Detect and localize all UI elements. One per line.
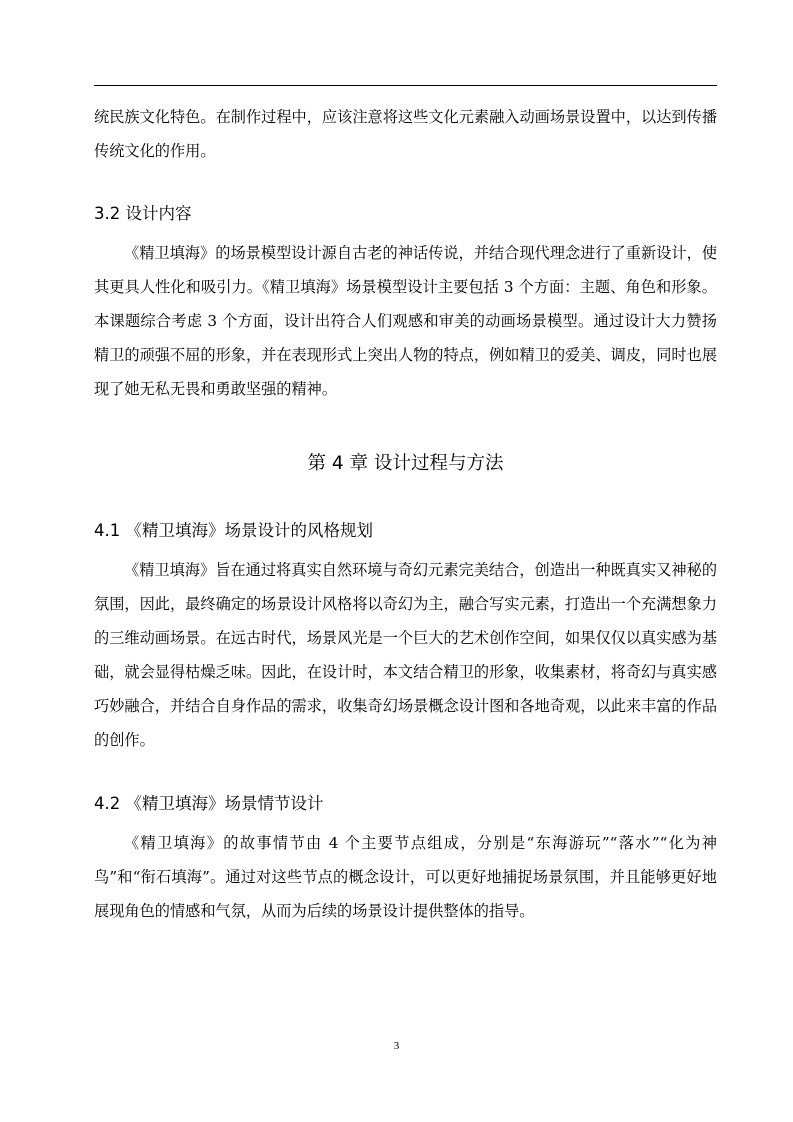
section-4-1-paragraph: 《精卫填海》旨在通过将真实自然环境与奇幻元素完美结合，创造出一种既真实又神秘的氛围，因此，最终确定的场景设计风格将以奇幻为主，融合写实元素，打造出一个充满想象力的三维动画场景。在远古时代，场景风光是一个巨大的艺术创作空间，如果仅仅以真实感为基础，就会显得枯燥乏味。因此，在设计时，本文结合精卫的形象，收集素材，将奇幻与真实感巧妙融合，并结合自身作品的需求，收集奇幻场景概念设计图和各地奇观，以此来丰富的作品的创作。 (94, 561, 717, 749)
section-4-2-paragraph: 《精卫填海》的故事情节由 4 个主要节点组成，分别是“东海游玩”“落水”“化为神鸟”和“衔石填海”。通过对这些节点的概念设计，可以更好地捕捉场景氛围，并且能够更好地展现角色的情感和气氛，从而为后续的场景设计提供整体的指导。 (94, 834, 717, 920)
header-rule (94, 85, 717, 86)
chapter-title: 第 4 章 设计过程与方法 (307, 453, 504, 474)
page-body (94, 100, 717, 928)
page-number: 3 (393, 1040, 400, 1052)
section-heading-4-1: 4.1 《精卫填海》场景设计的风格规划 (94, 521, 373, 540)
section-3-2-paragraph: 《精卫填海》的场景模型设计源自古老的神话传说，并结合现代理念进行了重新设计，使其更具人性化和吸引力。《精卫填海》场景模型设计主要包括 3 个方面：主题、角色和形象。本课题综合考虑 3 个方面，设计出符合人们观感和审美的动画场景模型。通过设计大力赞扬精卫的顽强不屈的形象，并在表现形式上突出人物的特点，例如精卫的爱美、调皮，同时也展现了她无私无畏和勇敢坚强的精神。 (94, 244, 717, 398)
section-heading-4-2: 4.2 《精卫填海》场景情节设计 (94, 794, 324, 813)
continuation-paragraph: 统民族文化特色。在制作过程中，应该注意将这些文化元素融入动画场景设置中，以达到传播传统文化的作用。 (94, 108, 717, 160)
section-heading-3-2: 3.2 设计内容 (94, 204, 192, 223)
